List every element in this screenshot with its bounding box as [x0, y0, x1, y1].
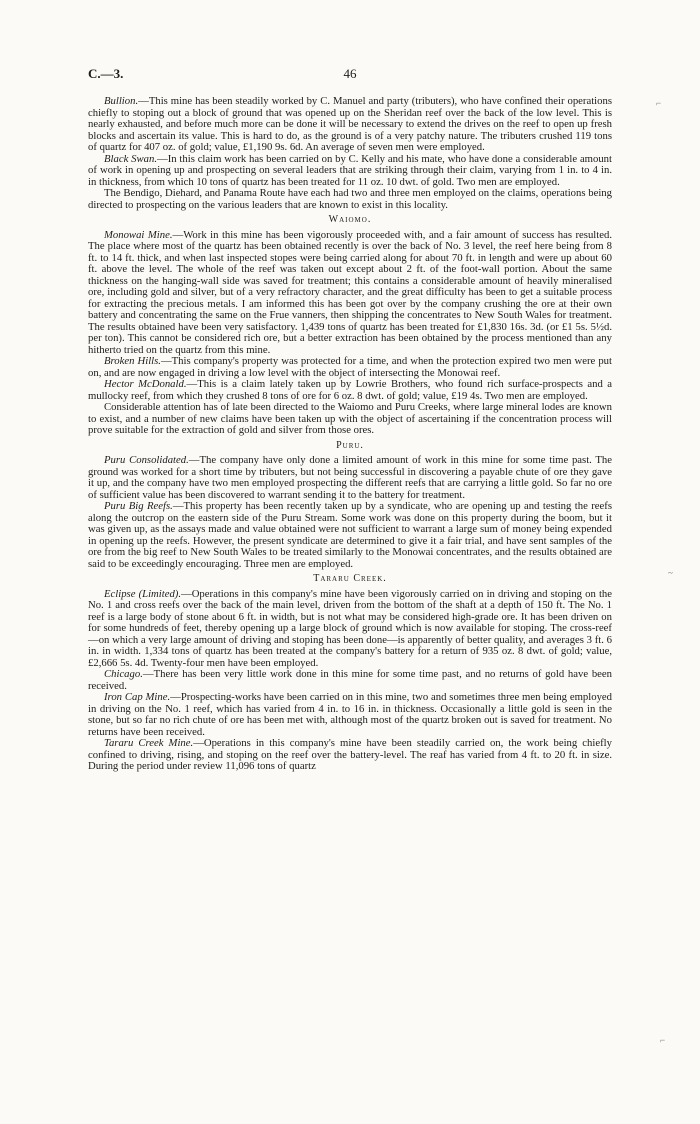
paragraph-text: —Operations in this company's mine have been steadily carried on, the work being chiefly confined to driving, rising, and stoping on the reef over the battery-level. The reaf has varied from 4 ft. to 20 ft. in size. During the period under review 11,096 tons of quartz [88, 737, 612, 772]
paragraph [88, 356, 612, 379]
paragraph [88, 402, 612, 437]
mine-name: Chicago. [104, 668, 143, 680]
paragraph-text: Considerable attention has of late been directed to the Waiomo and Puru Creeks, where large mineral lodes are known to exist, and a number of new claims have been taken up with the object of ascertaining if the concentration process will prove suitable for the extraction of gold and silver from those ores. [88, 401, 612, 436]
paragraph-text: —Prospecting-works have been carried on in this mine, two and sometimes three men being employed in driving on the No. 1 reef, which has varied from 4 in. to 16 in. in thickness. Occasionally a little gold is seen in the stone, but so far no rich chute of ore has been met with, although most of the quartz broken out is saved for treatment. No returns have been received. [88, 691, 612, 738]
margin-mark: ~ [668, 568, 673, 578]
paragraph [88, 589, 612, 670]
paragraph-text: —The company have only done a limited amount of work in this mine for some time past. The ground was worked for a short time by tributers, but not being successful in discovering a payable chute of ore they gave it up, and the company have two men employed prospecting the different reefs that are carrying a little gold. So far no ore of sufficient value has been discovered to warrant sending it to the battery for treatment. [88, 454, 612, 501]
paragraph [88, 379, 612, 402]
mine-name: Iron Cap Mine. [104, 691, 171, 703]
paragraph [88, 230, 612, 357]
document-reference: C.—3. [88, 66, 124, 81]
paragraph [88, 738, 612, 773]
paragraph [88, 96, 612, 154]
mine-name: Bullion. [104, 95, 139, 107]
mine-name: Black Swan. [104, 152, 157, 165]
paragraph-text: —This mine has been steadily worked by C. Manuel and party (tributers), who have confined their operations chiefly to stoping out a block of ground that was opened up on the Sheridan reef over the back of the low level. This is nearly exhausted, and before much more can be done it will be necessary to extend the drives on the reef to open up fresh blocks and ascertain its value. This is hard to do, as the ground is of a very patchy nature. The tributers crushed 119 tons of quartz for 407 oz. of gold; value, £1,190 9s. 6d. An average of seven men were employed. [88, 95, 612, 153]
paragraph-text: —There has been very little work done in this mine for some time past, and no returns of gold have been received. [88, 668, 612, 692]
paragraph-text: —This property has been recently taken up by a syndicate, who are opening up and testing the reefs along the outcrop on the eastern side of the Puru Stream. Some work was done on this property during the boom, but it was given up, as the assays made and value obtained were not sufficient to warrant a large sum of money being expended in opening up the reefs. However, the present syndicate are determined to give it a fair trial, and have sent samples of the ore from the big reef to New South Wales to be treated similarly to the Monowai concentrates, and the results obtained are said to be exceedingly encouraging. Three men are employed. [88, 500, 612, 570]
paragraph-text: —This is a claim lately taken up by Lowrie Brothers, who found rich surface-prospects and a mullocky reef, from which they crushed 8 tons of ore for 6 oz. 8 dwt. of gold; value, £19 4s. Two men are employed. [88, 378, 612, 402]
mine-name: Monowai Mine. [104, 228, 173, 241]
document-page [88, 66, 612, 773]
margin-mark: ⌐ [656, 98, 662, 108]
mine-name: Tararu Creek Mine. [104, 737, 194, 749]
section-heading: Puru. [336, 439, 364, 451]
paragraph [88, 501, 612, 570]
paragraph-text: —Work in this mine has been vigorously proceeded with, and a fair amount of success has resulted. The place where most of the quartz has been obtained recently is over the back of No. 3 level, the reef here being from 8 ft. to 14 ft. thick, and when last inspected stopes were being carried along for about 70 ft. in length and were up about 60 ft. above the level. The whole of the reef was taken out except about 2 ft. of the foot-wall portion. About the same thickness on the hanging-wall side was saved for treatment; this contains a considerable amount of heavily mineralised ore, including gold and silver, but of a very refractory character, and the great difficulty has been to get a suitable process for extracting the precious metals. I am informed this has been got over by the company crushing the ore at their own battery and concentrating the same on the Frue vanners, then shipping the concentrates to New South Wales for treatment. The results obtained have been very satisfactory. 1,439 tons of quartz has been treated for £1,830 16s. 3d. (or £1 5s. 5½d. per ton). This cannot be considered rich ore, but a better extraction has been obtained by the process mentioned than any hitherto tried on the quartz from this mine. [88, 228, 612, 356]
page-header [88, 66, 612, 88]
mine-name: Puru Big Reefs. [104, 500, 173, 512]
paragraph-text: —In this claim work has been carried on by C. Kelly and his mate, who have done a considerable amount of work in opening up and prospecting on several leaders that are striking through their claim, varying from 1 in. to 4 in. in thickness, from which 10 tons of quartz has been treated for 11 oz. 10 dwt. of gold. Two men are employed. [88, 152, 612, 188]
margin-mark: ⌐ [660, 1035, 666, 1045]
page-number: 46 [343, 66, 357, 81]
paragraph [88, 154, 612, 189]
paragraph-text: —Operations in this company's mine have been vigorously carried on in driving and stoping on the No. 1 and cross reefs over the back of the main level, driven from the bottom of the shaft at a depth of 150 ft. The No. 1 reef is a large body of stone about 6 ft. in width, but is not what may be considered high-grade ore. It has been driven on for some hundreds of feet, thereby opening up a large block of ground which is now available for stoping. The cross-reef—on which a very large amount of driving and stoping has been done—is apparently of better quality, and averages 3 ft. 6 in. in width. 1,334 tons of quartz has been treated at the company's battery for a return of 935 oz. 8 dwt. of gold; value, £2,666 5s. 4d. Twenty-four men have been employed. [88, 587, 613, 669]
section-heading: Waiomo. [328, 214, 372, 225]
section-heading: Tararu Creek. [313, 573, 387, 584]
mine-name: Puru Consolidated. [104, 454, 189, 466]
paragraph [88, 669, 612, 692]
mine-name: Broken Hills. [104, 355, 161, 367]
paragraph-text: —This company's property was protected for a time, and when the protection expired two men were put on, and are now engaged in driving a low level with the object of intersecting the Monowai reef. [88, 355, 612, 379]
mine-name: Eclipse (Limited). [104, 587, 182, 600]
paragraph-text: The Bendigo, Diehard, and Panama Route have each had two and three men employed on the claims, operations being directed to prospecting on the various leaders that are known to exist in this locality. [88, 187, 612, 211]
mine-name: Hector McDonald. [104, 378, 187, 390]
paragraph [88, 188, 612, 211]
paragraph [88, 455, 612, 501]
document-body [88, 96, 612, 773]
paragraph [88, 692, 612, 738]
